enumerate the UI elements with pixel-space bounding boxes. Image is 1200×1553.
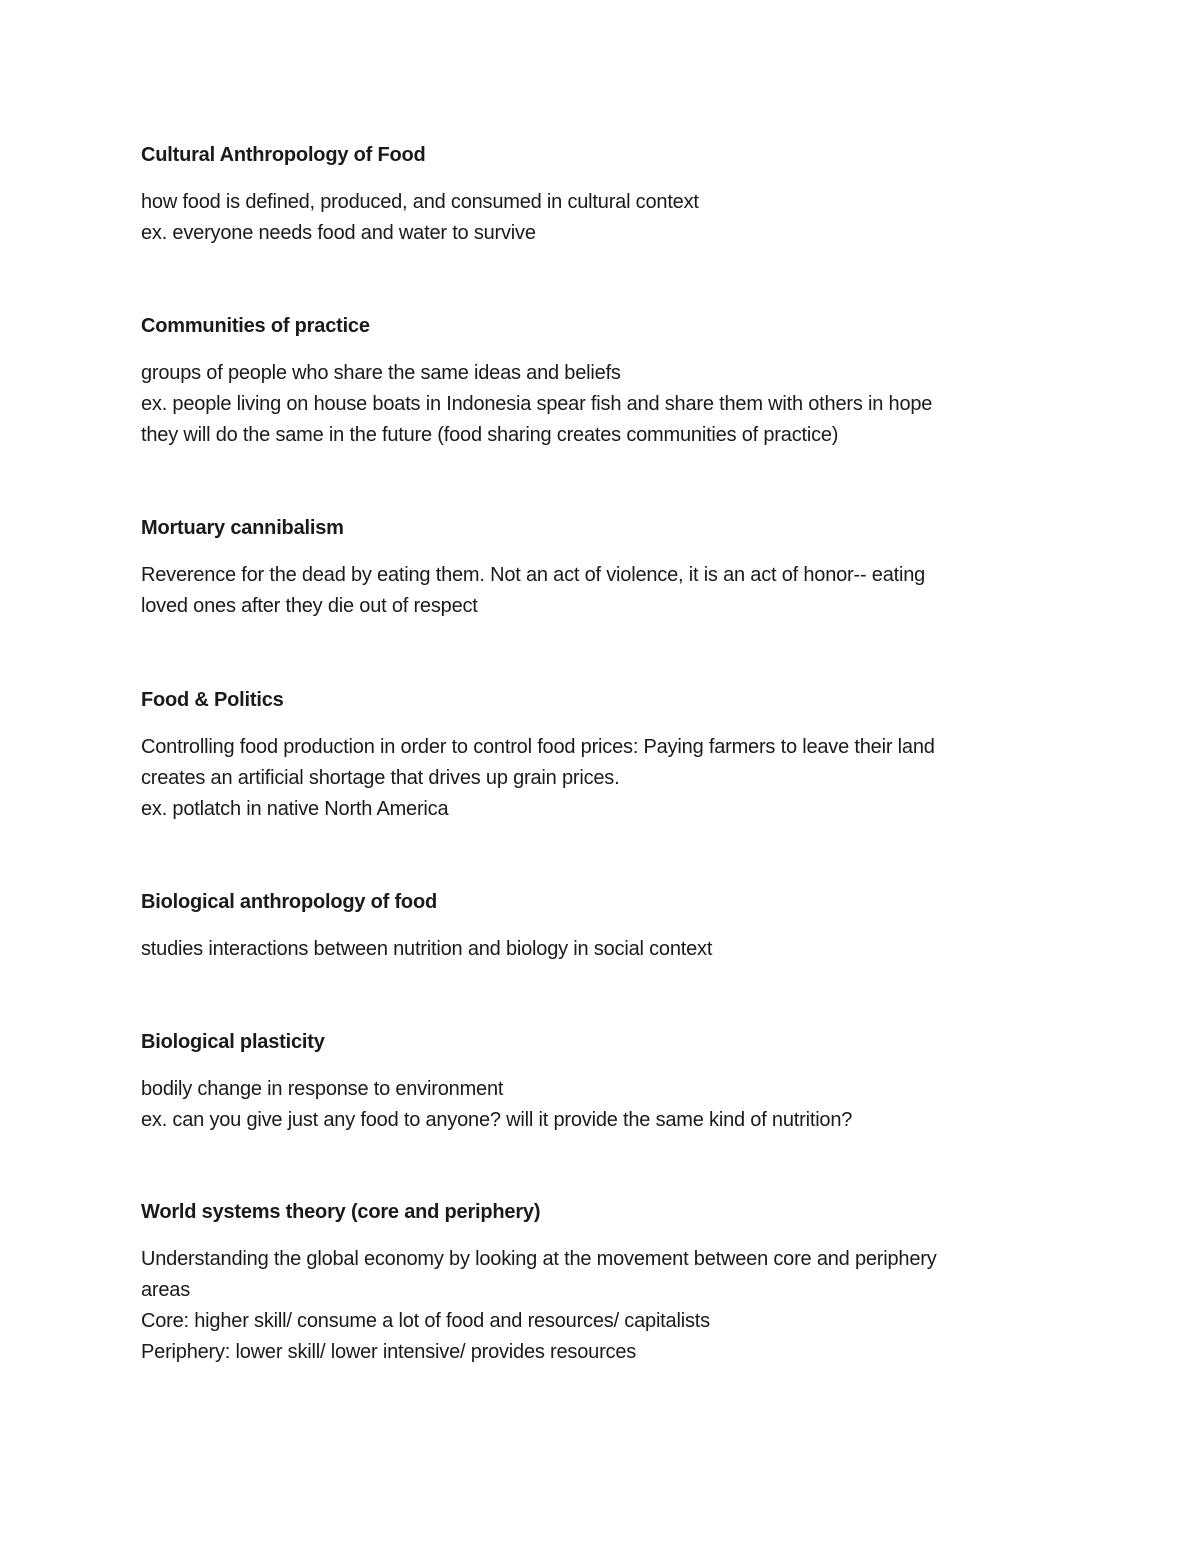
definition-line: Understanding the global economy by looking at the movement between core and periphery xyxy=(141,1248,937,1270)
term-heading: Communities of practice xyxy=(141,315,370,337)
definition-line: Periphery: lower skill/ lower intensive/ provides resources xyxy=(141,1341,637,1363)
term-heading: World systems theory (core and periphery) xyxy=(141,1201,541,1223)
section-cultural-anthropology xyxy=(141,140,699,249)
definition xyxy=(141,187,699,249)
definition-line: ex. people living on house boats in Indonesia spear fish and share them with others in hope xyxy=(141,393,933,415)
definition-line: Core: higher skill/ consume a lot of food and resources/ capitalists xyxy=(141,1310,710,1332)
definition xyxy=(141,358,932,451)
section-food-and-politics xyxy=(141,685,935,825)
definition-line: ex. potlatch in native North America xyxy=(141,798,449,820)
definition-line: Reverence for the dead by eating them. Not an act of violence, it is an act of honor-- eating xyxy=(141,564,926,586)
definition xyxy=(141,1244,937,1368)
definition xyxy=(141,732,935,825)
section-communities-of-practice xyxy=(141,311,932,451)
term-heading: Mortuary cannibalism xyxy=(141,517,344,539)
definition xyxy=(141,1074,852,1136)
definition-line: Controlling food production in order to control food prices: Paying farmers to leave their land xyxy=(141,736,935,758)
definition-line: they will do the same in the future (food sharing creates communities of practice) xyxy=(141,424,839,446)
definition-line: loved ones after they die out of respect xyxy=(141,595,478,617)
section-mortuary-cannibalism xyxy=(141,513,925,622)
definition-line: groups of people who share the same ideas and beliefs xyxy=(141,362,621,384)
section-biological-anthropology xyxy=(141,887,712,965)
definition xyxy=(141,560,925,622)
section-world-systems-theory xyxy=(141,1197,937,1368)
definition-line: ex. everyone needs food and water to survive xyxy=(141,222,536,244)
term-heading: Cultural Anthropology of Food xyxy=(141,144,426,166)
definition-line: creates an artificial shortage that drives up grain prices. xyxy=(141,767,620,789)
definition xyxy=(141,934,712,965)
section-biological-plasticity xyxy=(141,1027,852,1136)
definition-line: how food is defined, produced, and consumed in cultural context xyxy=(141,191,699,213)
definition-line: studies interactions between nutrition and biology in social context xyxy=(141,938,713,960)
definition-line: bodily change in response to environment xyxy=(141,1078,504,1100)
definition-line: ex. can you give just any food to anyone? will it provide the same kind of nutrition? xyxy=(141,1109,853,1131)
term-heading: Biological plasticity xyxy=(141,1031,325,1053)
term-heading: Food & Politics xyxy=(141,689,284,711)
definition-line: areas xyxy=(141,1279,191,1301)
term-heading: Biological anthropology of food xyxy=(141,891,437,913)
